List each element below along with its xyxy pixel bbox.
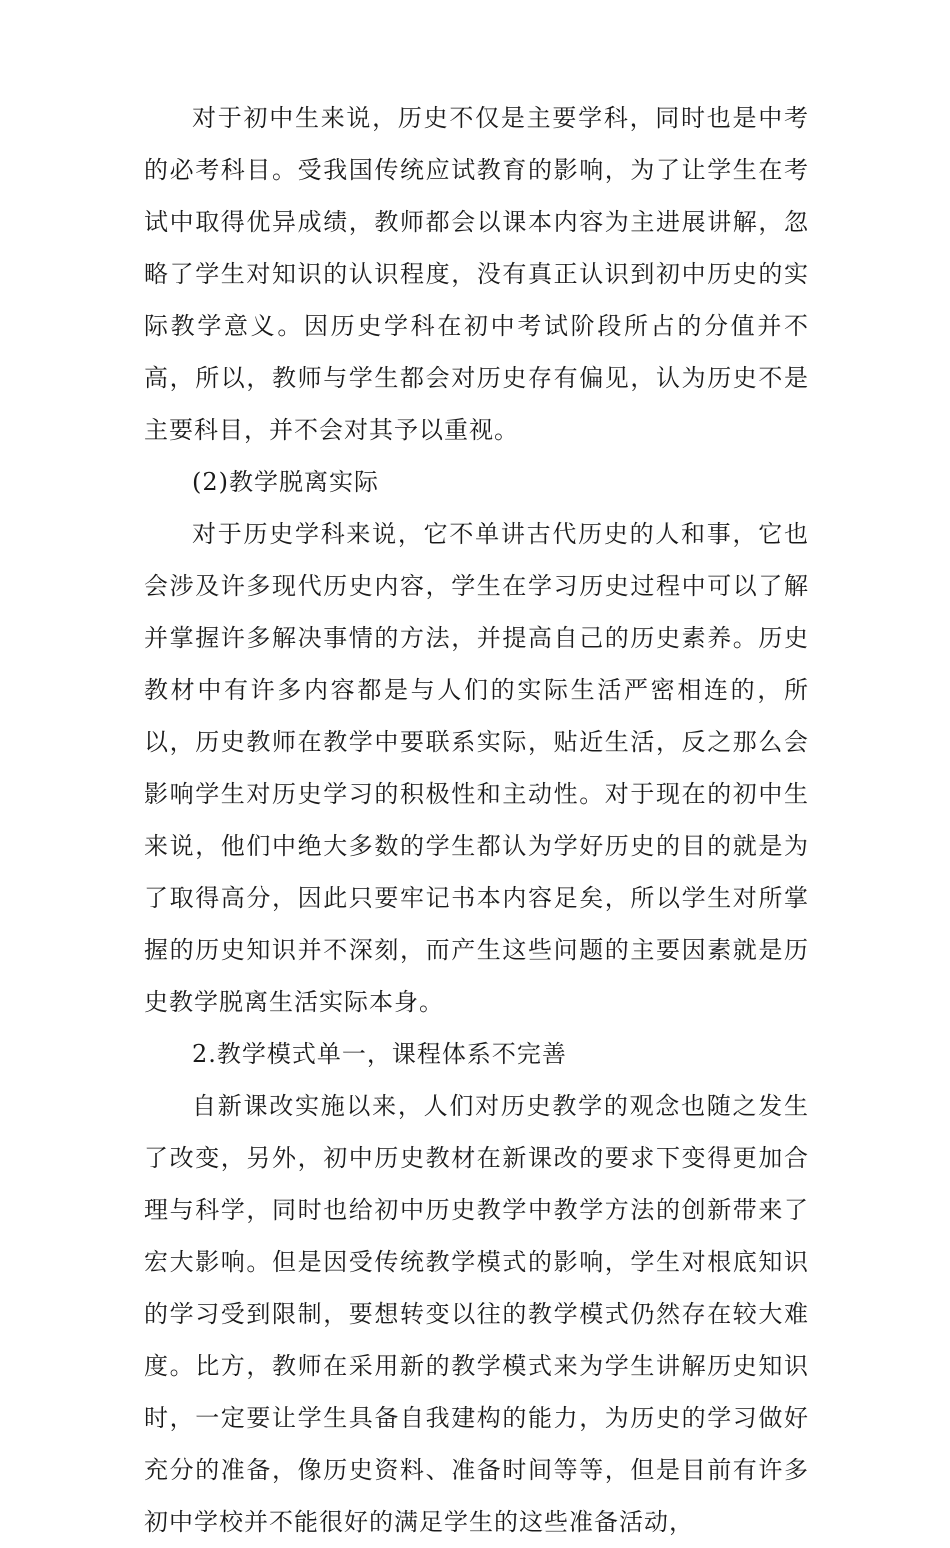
- document-body: [144, 92, 809, 1548]
- paragraph-exam-importance: 对于初中生来说，历史不仅是主要学科，同时也是中考的必考科目。受我国传统应试教育的影响，为了让学生在考试中取得优异成绩，教师都会以课本内容为主进展讲解，忽略了学生对知识的认识程度，没有真正认识到初中历史的实际教学意义。因历史学科在初中考试阶段所占的分值并不高，所以，教师与学生都会对历史存有偏见，认为历史不是主要科目，并不会对其予以重视。: [144, 104, 809, 444]
- paragraph-history-and-life: 对于历史学科来说，它不单讲古代历史的人和事，它也会涉及许多现代历史内容，学生在学习历史过程中可以了解并掌握许多解决事情的方法，并提高自己的历史素养。历史教材中有许多内容都是与人们的实际生活严密相连的，所以，历史教师在教学中要联系实际，贴近生活，反之那么会影响学生对历史学习的积极性和主动性。对于现在的初中生来说，他们中绝大多数的学生都认为学好历史的目的就是为了取得高分，因此只要牢记书本内容足矣，所以学生对所掌握的历史知识并不深刻，而产生这些问题的主要因素就是历史教学脱离生活实际本身。: [144, 520, 809, 1016]
- heading-teaching-mode: 2.教学模式单一，课程体系不完善: [192, 1040, 567, 1068]
- heading-teaching-detached: (2)教学脱离实际: [192, 468, 379, 496]
- paragraph-new-curriculum: 自新课改实施以来，人们对历史教学的观念也随之发生了改变，另外，初中历史教材在新课改的要求下变得更加合理与科学，同时也给初中历史教学中教学方法的创新带来了宏大影响。但是因受传统教学模式的影响，学生对根底知识的学习受到限制，要想转变以往的教学模式仍然存在较大难度。比方，教师在采用新的教学模式来为学生讲解历史知识时，一定要让学生具备自我建构的能力，为历史的学习做好充分的准备，像历史资料、准备时间等等，但是目前有许多初中学校并不能很好的满足学生的这些准备活动，: [144, 1092, 809, 1536]
